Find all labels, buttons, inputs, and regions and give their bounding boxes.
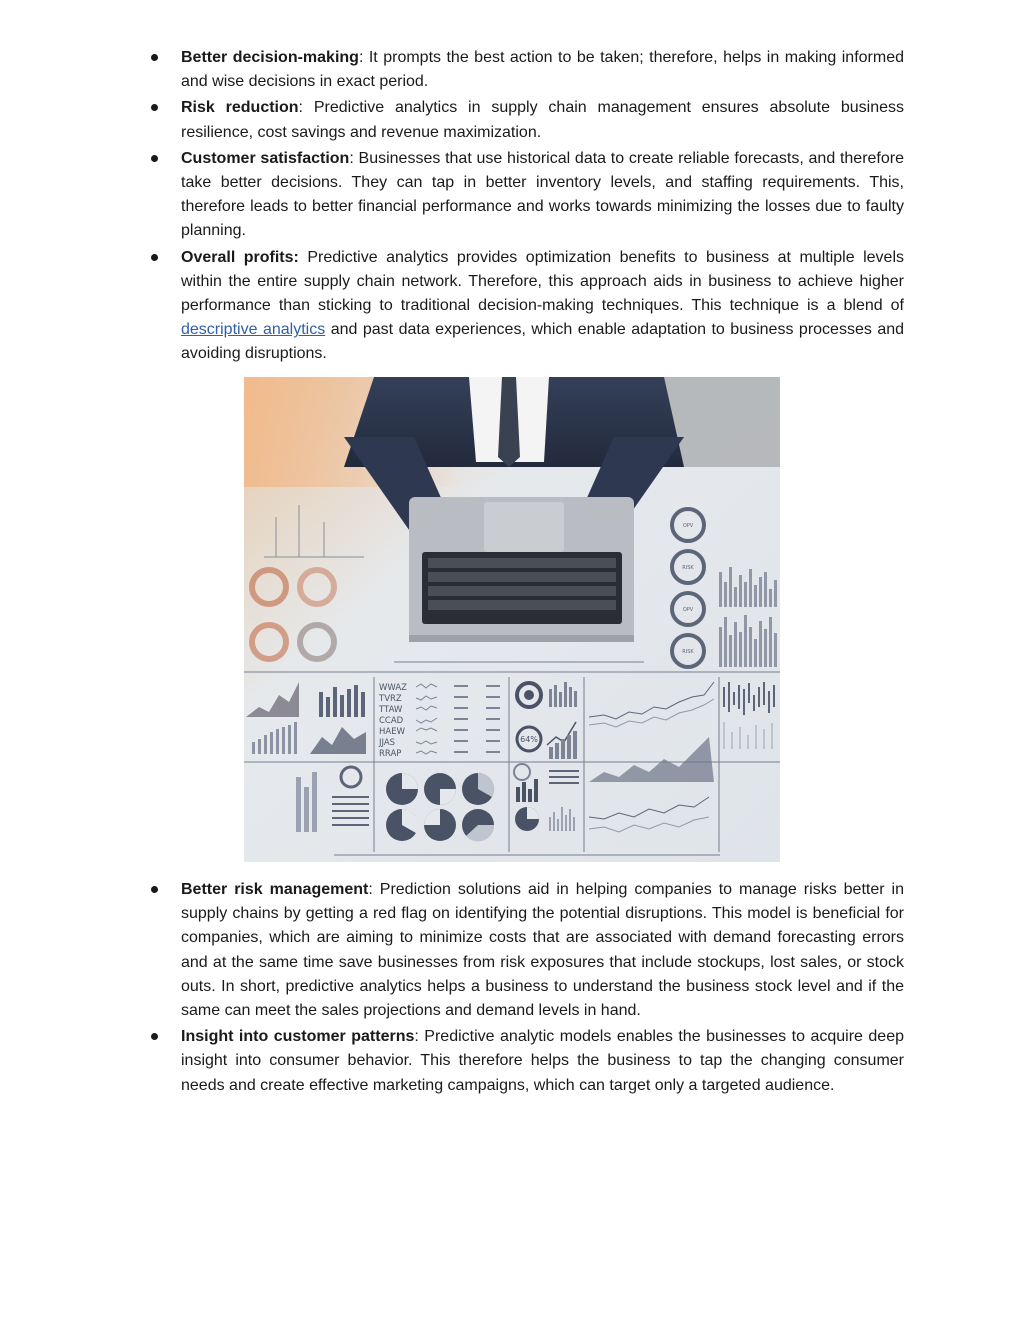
bullet-term: Risk reduction (181, 99, 299, 117)
bullet-better-decision-making (150, 46, 904, 94)
bullet-separator: : (349, 149, 359, 167)
bullet-text: Predictive analytics provides optimization benefits to business at multiple levels within the entire supply chain network. Therefore, this approach aids in business to achieve higher performance than sticking to traditional decision-making techniques. This technique is a blend of (181, 248, 905, 315)
ticker-label: RRAP (379, 749, 402, 759)
bullet-term: Customer satisfaction (181, 149, 350, 167)
dial-label: RISK (682, 565, 694, 571)
analytics-photo (244, 377, 780, 862)
bullet-text: Prediction solutions aid in helping companies to manage risks better in supply chains by getting a red flag on identifying the potential disruptions. This model is beneficial for companies, which are aiming to minimize costs that are associated with demand forecasting errors and at the same time save businesses from risk exposures that include stockups, lost sales, or stock outs. In short, predictive analytics helps a business to understand the business stock level and if the same can meet the sales projections and demand levels in hand. (181, 881, 905, 1020)
bullet-better-risk-management (150, 878, 904, 1023)
bullet-customer-satisfaction (150, 147, 904, 244)
benefits-list-bottom (150, 878, 904, 1100)
bullet-insight-customer-patterns (150, 1025, 904, 1098)
bullet-text: It prompts the best action to be taken; therefore, helps in making informed and wise decisions in exact period. (181, 49, 904, 91)
bullet-separator: : (368, 881, 380, 898)
bullet-term: Better decision-making (181, 49, 359, 66)
ticker-label: TVRZ (379, 694, 402, 704)
benefits-list-top (150, 46, 904, 369)
ticker-label: JJAS (379, 738, 396, 748)
ticker-label: WWAZ (379, 683, 407, 693)
laptop (409, 497, 634, 642)
bullet-risk-reduction (150, 96, 904, 144)
dial-label: OPV (682, 523, 694, 529)
bullet-text: Predictive analytics in supply chain management ensures absolute business resilience, cost savings and revenue maximization. (181, 99, 905, 141)
ticker-label: CCAD (379, 716, 404, 726)
bullet-text-continued: and past data experiences, which enable adaptation to business processes and avoiding disruptions. (181, 321, 905, 363)
bullet-term: Insight into customer patterns (181, 1028, 415, 1046)
bullet-text: Predictive analytic models enables the businesses to acquire deep insight into consumer behavior. This therefore helps the business to tap the changing consumer needs and create effective marketing campaigns, which can target only a targeted audience. (181, 1028, 904, 1094)
dial-label: OPV (682, 607, 694, 613)
bullet-separator: : (298, 99, 314, 117)
bullet-term: Better risk management (181, 881, 369, 898)
dial-label: RISK (682, 649, 694, 655)
bullet-separator: : (358, 49, 369, 66)
bullet-separator: : (414, 1028, 425, 1046)
bullet-term: Overall profits: (181, 248, 299, 266)
ticker-label: TTAW (379, 705, 403, 715)
bullet-overall-profits (150, 246, 904, 367)
gauge-percent: 64% (520, 735, 538, 744)
bullet-text: Businesses that use historical data to create reliable forecasts, and therefore take better decisions. They can tap in better inventory levels, and staffing requirements. This, therefore leads to better financial performance and works towards minimizing the losses due to faulty planning. (181, 149, 904, 240)
descriptive-analytics-link[interactable]: descriptive analytics (181, 321, 326, 339)
ticker-label: HAEW (379, 727, 405, 737)
